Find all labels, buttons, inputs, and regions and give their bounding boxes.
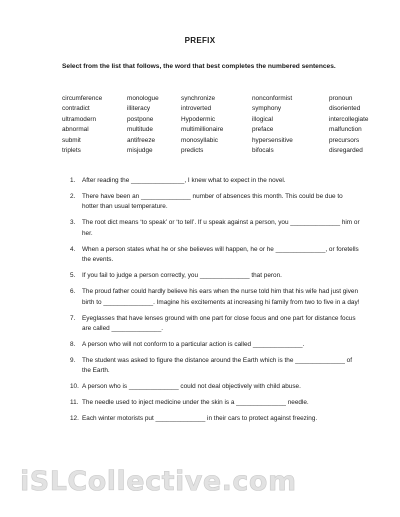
question-item xyxy=(70,245,360,266)
question-text: Eyeglasses that have lenses ground with one part for close focus and one part for distance focus are called ______________. xyxy=(82,314,356,333)
word-list-item: pronoun xyxy=(329,95,353,102)
question-item xyxy=(70,218,360,239)
word-list-item: disoriented xyxy=(329,105,361,113)
question-text: After reading the _______________, I knew what to expect in the novel. xyxy=(82,177,286,184)
word-list-item: symphony xyxy=(252,105,282,113)
word-list-item: disregarded xyxy=(329,146,363,154)
word-list xyxy=(62,95,372,157)
word-list-item: monologue xyxy=(127,95,159,102)
word-list-item: introverted xyxy=(181,105,212,113)
word-list-item: predicts xyxy=(181,146,204,154)
word-list-item: malfunction xyxy=(329,126,362,134)
question-number: 3. xyxy=(70,219,76,227)
word-list-item: ultramodern xyxy=(62,115,97,123)
word-list-item: hypersensitive xyxy=(252,136,293,144)
word-list-item: contradict xyxy=(62,105,90,113)
question-item xyxy=(70,192,360,213)
question-item xyxy=(70,356,360,377)
question-item xyxy=(70,382,360,392)
question-text: A person who will not conform to a particular action is called ______________. xyxy=(82,341,305,349)
word-list-item: abnormal xyxy=(62,126,89,134)
question-number: 7. xyxy=(70,314,76,322)
word-list-item: preface xyxy=(252,126,274,134)
word-list-item: submit xyxy=(62,136,81,144)
question-number: 2. xyxy=(70,193,76,200)
question-number: 11. xyxy=(70,399,79,407)
question-number: 6. xyxy=(70,288,76,296)
word-list-item: Hypodermic xyxy=(181,115,216,123)
question-text: A person who is ______________ could not deal objectively with child abuse. xyxy=(82,383,301,391)
question-text: The needle used to inject medicine under the skin is a ______________ needle. xyxy=(82,399,309,407)
question-list xyxy=(70,176,360,430)
word-list-item: precursors xyxy=(329,136,360,144)
word-list-item: synchronize xyxy=(181,95,216,102)
question-item xyxy=(70,176,360,186)
word-list-item: antifreeze xyxy=(127,136,156,144)
word-list-item: intercollegiate xyxy=(329,115,369,123)
question-number: 12. xyxy=(70,415,79,423)
question-text: When a person states what he or she believes will happen, he or he ______________, or foretells the events. xyxy=(82,245,359,264)
watermark-logo: iSLCollective.com xyxy=(20,466,297,497)
page-title: PREFIX xyxy=(184,36,216,45)
word-list-item: illiteracy xyxy=(127,105,151,113)
question-text: There have been an ______________ number of absences this month. This could be due to hotter than usual temperature. xyxy=(82,193,343,211)
word-list-item: multimillionaire xyxy=(181,126,224,134)
question-item xyxy=(70,287,360,308)
question-number: 5. xyxy=(70,272,76,280)
instructions: Select from the list that follows, the word that best completes the numbered sentences. xyxy=(62,63,336,70)
question-number: 9. xyxy=(70,357,76,365)
word-list-item: bifocals xyxy=(252,146,274,154)
question-number: 10. xyxy=(70,383,79,391)
word-list-item: triplets xyxy=(62,146,81,154)
question-item xyxy=(70,340,360,350)
question-text: The student was asked to figure the distance around the Earth which is the ______________ of the Earth. xyxy=(82,357,353,375)
question-text: If you fail to judge a person correctly, you ______________ that peron. xyxy=(82,272,282,280)
word-list-item: monosyllabic xyxy=(181,136,218,144)
question-number: 4. xyxy=(70,245,76,253)
question-item xyxy=(70,271,360,281)
word-list-item: misjudge xyxy=(127,146,153,154)
question-number: 8. xyxy=(70,341,76,349)
question-item xyxy=(70,398,360,408)
word-list-item: nonconformist xyxy=(252,95,293,102)
word-list-item: multitude xyxy=(127,126,153,134)
question-number: 1. xyxy=(70,177,76,184)
question-item xyxy=(70,314,360,335)
question-text: The root dict means ‘to speak’ or ‘to tell’. If u speak against a person, you ______________ him or her. xyxy=(82,219,360,237)
word-list-item: circumference xyxy=(62,95,103,102)
question-text: The proud father could hardly believe his ears when the nurse told him that his wife had just given birth to ______________. Imagine his excitements at increasing hi family from two to five in a day! xyxy=(82,288,360,306)
word-list-item: illogical xyxy=(252,115,273,123)
word-list-item: postpone xyxy=(127,115,154,123)
question-text: Each winter motorists put ______________ in their cars to protect against freezing. xyxy=(82,415,318,423)
question-item xyxy=(70,414,360,424)
